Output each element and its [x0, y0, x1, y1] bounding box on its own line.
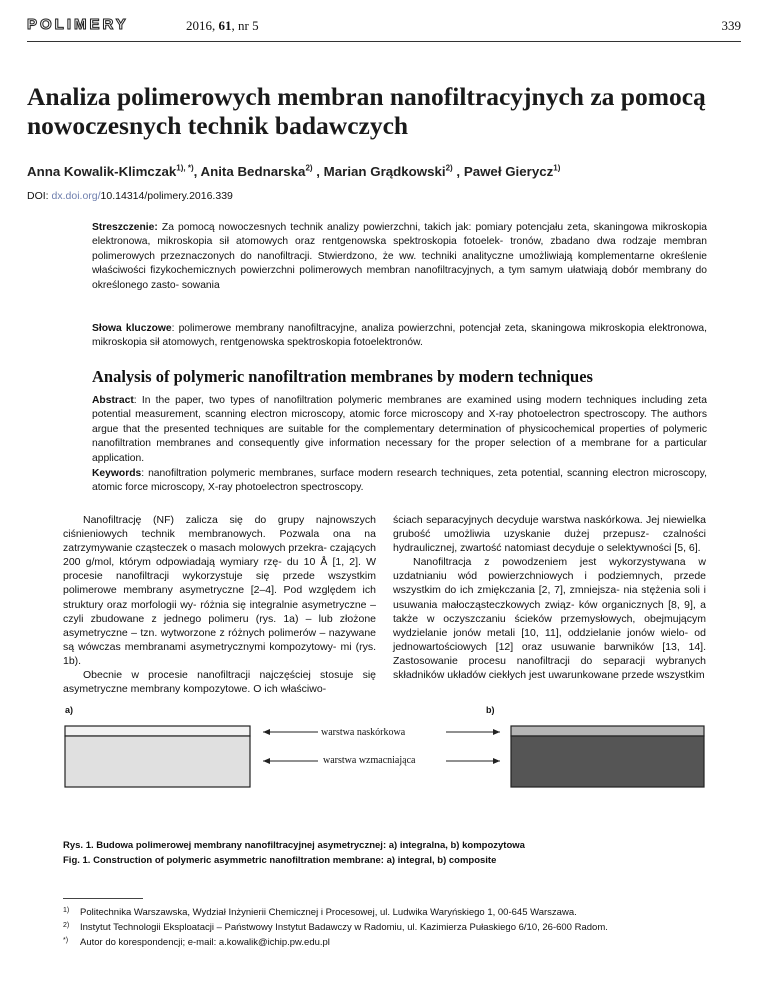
body-paragraph: Obecnie w procesie nanofiltracji najczęściej stosuje się asymetryczne membrany kompozytowe. O ich właściwo-	[63, 669, 376, 696]
author: Paweł Gierycz$^{1)}$	[463, 164, 561, 180]
figure-label-b: b)	[486, 705, 495, 715]
body-paragraph: ściach separacyjnych decyduje warstwa naskórkowa. Jej niewielka grubość umożliwia uzyskanie dużej przepusz- czalności hydraulicznej, zwartość natomiast decyduje o selektywności [5, 6].	[393, 514, 707, 555]
page-number: 339	[721, 18, 741, 33]
abstract-en-label: Abstract	[92, 395, 134, 406]
author: Anita Bednarska$^{2)}$ ,	[200, 164, 324, 180]
support-layer-label: warstwa wzmacniająca	[323, 755, 416, 766]
body-paragraph: Nanofiltracja z powodzeniem jest wykorzystywana w uzdatnianiu wód powierzchniowych i podziemnych, przede wszystkim do ich zmiękczania [2, 7], zmniejsza- nia stężenia soli i usuwania małocząsteczkowych związ- ków organicznych [8, 9], a także w oczyszczaniu ścieków przemysłowych, obejmującym wydzielanie jonów metali [10, 11], oddzielanie jonów wielo- od jednowartościowych [12] oraz usuwanie barwników [13, 14]. Zastosowanie procesu nanofiltracji do separacji wybranych składników układów ciekłych jest uwarunkowane przede wszystkim	[393, 556, 707, 682]
header-rule	[27, 41, 741, 42]
composite-support-layer	[511, 736, 704, 787]
author-list	[27, 164, 560, 179]
body-column-left	[63, 513, 376, 696]
issue-info: 2016, 61, nr 5	[186, 18, 259, 33]
figure-caption-en: Fig. 1. Construction of polymeric asymmetric nanofiltration membrane: a) integral, b) composite	[63, 855, 497, 866]
figure-label-a: a)	[65, 705, 74, 715]
doi-line: DOI: dx.doi.org/10.14314/polimery.2016.339	[27, 190, 233, 202]
article-title: Analiza polimerowych membran nanofiltracyjnych za pomocą nowoczesnych technik badawczych	[27, 82, 706, 140]
keywords-en-label: Keywords	[92, 468, 142, 479]
author: Anna Kowalik-Klimczak$^{1), *)}$,	[27, 164, 201, 180]
author: Marian Grądkowski$^{2)}$ ,	[323, 164, 464, 180]
abstract-pl: Streszczenie: Za pomocą nowoczesnych technik analizy powierzchni, takich jak: pomiary potencjału zeta, skaningowa mikroskopia elektronowa, mikroskopia sił atomowych oraz rentgenowska spektroskopia fotoelek- tronów, zbadano dwa rodzaje membran polimerowych przeznaczonych do nanofiltracji. Stwierdzono, że ww. techniki analityczne umożliwiają komplementarne określenie właściwości fizykochemicznych powierzchni polimerowych membran nanofiltracyjnych, a tym samym ułatwiają dobór membrany do określonego zasto- sowania	[92, 222, 708, 291]
composite-skin-layer	[511, 726, 704, 736]
figure-1	[63, 705, 706, 833]
skin-layer-label: warstwa naskórkowa	[321, 727, 406, 738]
abstract-pl-label: Streszczenie:	[92, 222, 158, 233]
footnote: 1) Politechnika Warszawska, Wydział Inżynierii Chemicznej i Procesowej, ul. Ludwika Waryńskiego 1, 00-645 Warszawa.	[63, 907, 577, 918]
body-paragraph: Nanofiltrację (NF) zalicza się do grupy najnowszych ciśnieniowych technik membranowych. Pozwala ona na zatrzymywanie cząsteczek o masach molowych przekra- czających 200 g/mol, którym odpowiadają wymiary rzę- du 10 Å [1, 2]. W procesie nanofiltracji wykorzystuje się przede wszystkim polimerowe membrany asymetryczne [2–4]. Pod względem ich struktury oraz morfologii wy- różnia się integralnie asymetryczne – czyli zbudowane z jednego polimeru (rys. 1a) – lub złożone asymetryczne – tzn. wytworzone z różnych polimerów – nazywane są wówczas membranami asymetrycznymi kompozytowy- mi (rys. 1b).	[63, 514, 377, 667]
running-header	[27, 16, 741, 38]
doi-link[interactable]: dx.doi.org/	[51, 190, 101, 202]
footnote: *) Autor do korespondencji; e-mail: a.kowalik@ichip.pw.edu.pl	[63, 937, 330, 948]
footnote: 2) Instytut Technologii Eksploatacji – Państwowy Instytut Badawczy w Radomiu, ul. Kazimierza Pułaskiego 6/10, 26-600 Radom.	[63, 922, 608, 933]
figure-caption-pl: Rys. 1. Budowa polimerowej membrany nanofiltracyjnej asymetrycznej: a) integralna, b) kompozytowa	[63, 840, 525, 851]
english-title: Analysis of polymeric nanofiltration membranes by modern techniques	[92, 367, 593, 386]
journal-name: POLIMERY	[27, 16, 129, 33]
body-column-right	[393, 513, 706, 682]
integral-support-layer	[65, 736, 250, 787]
footnote-rule	[63, 898, 143, 899]
keywords-en: Keywords: nanofiltration polymeric membranes, surface modern research techniques, zeta potential, scanning electron microscopy, atomic force microscopy, X-ray photoelectron spectroscopy.	[92, 468, 707, 494]
integral-skin-layer	[65, 726, 250, 736]
keywords-pl: Słowa kluczowe: polimerowe membrany nanofiltracyjne, analiza powierzchni, potencjał zeta, skaningowa mikroskopia elektronowa, mikroskopia sił atomowych, rentgenowska spektroskopia fotoelektronów.	[92, 323, 707, 349]
abstract-en: Abstract: In the paper, two types of nanofiltration polymeric membranes are examined using modern techniques including zeta potential measurement, scanning electron microscopy, atomic force microscopy and X-ray photoelectron spectroscopy. The authors argue that the presented techniques are suitable for the complementary determination of physicochemical properties of polymeric nanofiltration membranes and consequently give information necessary for the proper selection of a membrane for a particular application.	[92, 395, 707, 464]
keywords-pl-label: Słowa kluczowe	[92, 323, 172, 334]
correspondence-email[interactable]: Autor do korespondencji; e-mail: a.kowalik@ichip.pw.edu.pl	[80, 937, 330, 948]
